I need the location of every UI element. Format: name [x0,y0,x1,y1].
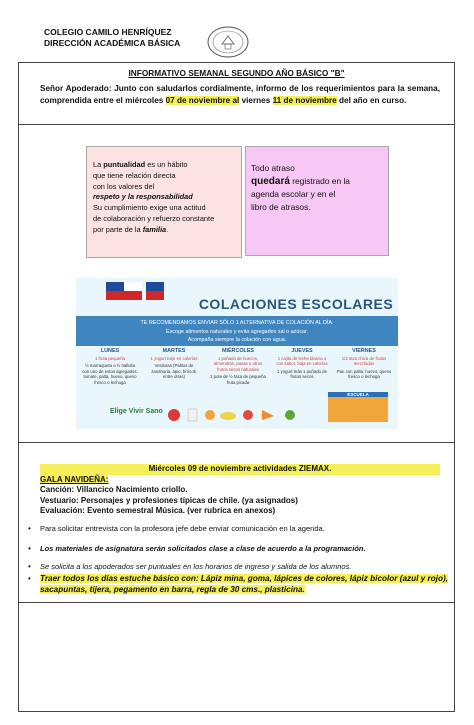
punctuality-box: La puntualidad es un hábito que tiene relación directa con los valores del respeto y la responsabilidad Su cumplimiento exige una actitud de colaboración y refuerzo constante por parte de la familia. [86,146,242,258]
intro-paragraph: Señor Apoderado: Junto con saludarlos cordialmente, informo de los requerimientos para la semana, comprendida entre el miércoles 07 de noviembre al viernes 11 de noviembre del año en curso. [40,84,440,105]
section-divider [18,124,455,125]
bullet-icon: • [28,544,31,553]
school-building-icon: ESCUELA [328,392,388,422]
gala-song: Canción: Villancico Nacimiento criollo. [40,485,188,495]
date-end: 11 de noviembre [272,95,337,105]
department-name: DIRECCIÓN ACADÉMICA BÁSICA [44,38,181,48]
poster-day-friday: VIERNES 1/2 taza chica de frutas mezcladas Pan con palta, huevo, queso fresco o lechuga [336,348,392,380]
gala-costume: Vestuario: Personajes y profesiones típicas de chile. (ya asignados) [40,495,298,505]
vivir-sano-logo: Elige Vivir Sano [110,408,163,415]
tardiness-box: Todo atraso quedará registrado en la agenda escolar y en el libro de atrasos. [245,146,389,256]
date-start: 07 de noviembre al [165,95,240,105]
poster-recommendation: TE RECOMENDAMOS ENVIAR SÓLO 1 ALTERNATIVA DE COLACIÓN AL DÍA. Escoge alimentos naturales y evita agregarles sal o azúcar. Acompaña siempre la colación con agua. [76,316,398,346]
fruit-illustration-icon [166,406,316,422]
activity-heading: Miércoles 09 de noviembre actividades ZIEMAX. [40,464,440,475]
activity-section [40,464,440,517]
poster-day-wednesday: MIÉRCOLES 1 puñado de nueces, almendras, pasas u otros frutos secos naturales 1 pote de ½ taza de pequeña fruta picada [210,348,266,385]
section-divider [18,602,455,603]
gala-evaluation: Evaluación: Evento semestral Música. (ver rubrica en anexos) [40,506,276,516]
poster-title: COLACIONES ESCOLARES [198,296,394,312]
page-title: INFORMATIVO SEMANAL SEGUNDO AÑO BÁSICO "B" [128,68,345,78]
school-seal-icon [205,24,251,60]
gala-title: GALA NAVIDEÑA: [40,474,109,484]
bullet-icon: • [28,562,31,571]
school-name: COLEGIO CAMILO HENRÍQUEZ [44,27,172,37]
ministry-logo-icon [106,282,176,310]
poster-day-thursday: JUEVES 1 cajita de leche blanca o con sabor, baja en calorías 1 yogurt más 1 puñado de frutos secos [276,348,328,380]
bullet-icon: • [28,574,31,583]
school-snacks-poster [76,278,398,429]
bullet-icon: • [28,524,31,533]
poster-day-monday: LUNES 1 fruta pequeña ½ marraqueta o ½ hallulla con uno de estos agregados: tomate, palta, huevo, queso fresco o lechuga [82,348,138,385]
section-divider [18,442,455,443]
poster-day-tuesday: MARTES 1 yogurt bajo en calorías Verduras (Palitos de zanahoria, apio, brócoli, entre otras) [150,348,198,380]
